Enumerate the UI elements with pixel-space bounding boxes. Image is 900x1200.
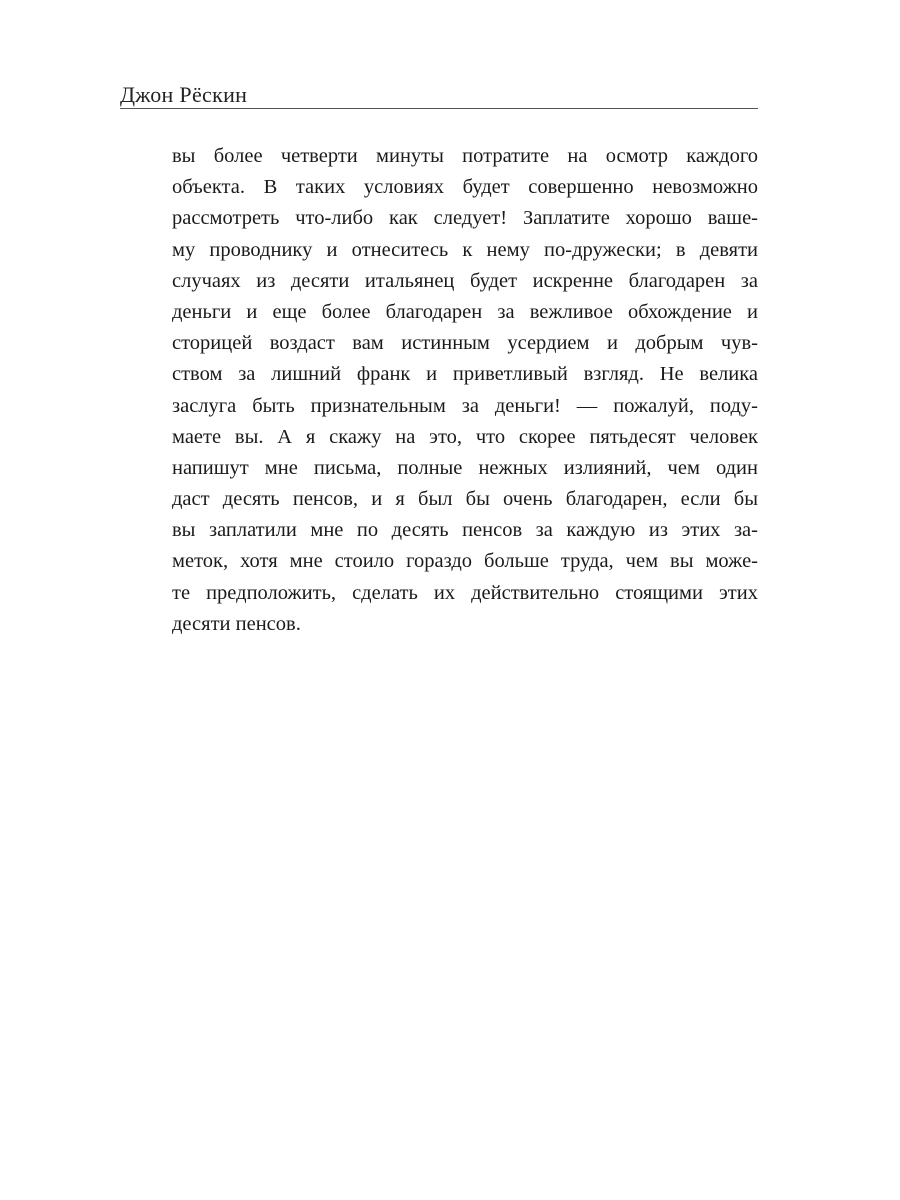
- text-line-last: десяти пенсов.: [172, 612, 301, 635]
- running-head: [120, 80, 758, 109]
- text-line: сторицей воздаст вам истинным усердием и добрым чув-: [172, 332, 758, 355]
- text-line: маете вы. А я скажу на это, что скорее пятьдесят человек: [172, 425, 758, 448]
- text-line: вы более четверти минуты потратите на осмотр каждого: [172, 145, 758, 167]
- text-line: вы заплатили мне по десять пенсов за каждую из этих за-: [172, 519, 758, 542]
- text-line: объекта. В таких условиях будет совершенно невозможно: [172, 176, 758, 199]
- text-line: меток, хотя мне стоило гораздо больше труда, чем вы може-: [172, 550, 758, 573]
- text-line: му проводнику и отнеситесь к нему по-дружески; в девяти: [172, 238, 758, 261]
- text-line: рассмотреть что-либо как следует! Заплатите хорошо ваше-: [172, 207, 758, 230]
- body-text: [172, 141, 758, 640]
- running-head-author: Джон Рёскин: [120, 82, 248, 107]
- text-line: напишут мне письма, полные нежных излияний, чем один: [172, 456, 758, 479]
- text-line: случаях из десяти итальянец будет искренне благодарен за: [172, 269, 758, 292]
- text-line: даст десять пенсов, и я был бы очень благодарен, если бы: [172, 488, 758, 511]
- text-line: заслуга быть признательным за деньги! — пожалуй, поду-: [172, 394, 758, 417]
- text-line: те предположить, сделать их действительно стоящими этих: [172, 581, 758, 604]
- text-line: деньги и еще более благодарен за вежливое обхождение и: [172, 300, 758, 323]
- text-line: ством за лишний франк и приветливый взгляд. Не велика: [172, 363, 758, 386]
